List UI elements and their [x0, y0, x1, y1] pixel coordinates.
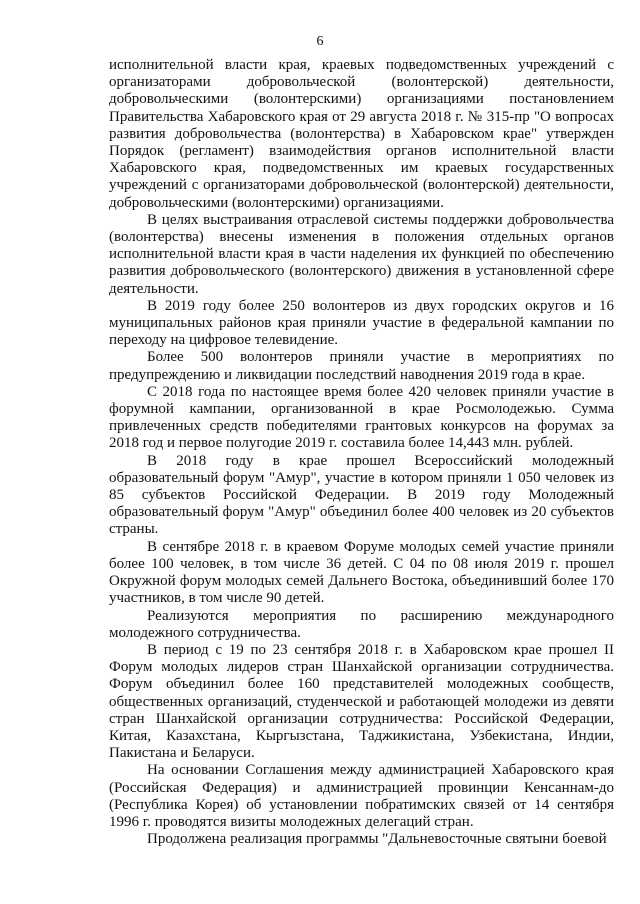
- page-number: 6: [316, 34, 324, 49]
- paragraph: В сентябре 2018 г. в краевом Форуме молодых семей участие приняли более 100 человек, в том числе 36 детей. С 04 по 08 июля 2019 г. прошел Окружной форум молодых семей Дальнего Востока, объединивший более 170 участников, в том числе 90 детей.: [109, 538, 614, 607]
- paragraph: В 2018 году в крае прошел Всероссийский молодежный образовательный форум "Амур", участие в котором приняли 1 050 человек из 85 субъектов Российской Федерации. В 2019 году Молодежный образовательный форум "Амур" объединил более 400 человек из 20 субъектов страны.: [109, 452, 614, 538]
- paragraph: В целях выстраивания отраслевой системы поддержки добровольчества (волонтерства) внесены изменения в положения отдельных органов исполнительной власти края в части наделения их функцией по обеспечению развития добровольческого (волонтерского) движения в установленной сфере деятельности.: [109, 211, 614, 297]
- document-body: [109, 57, 614, 848]
- paragraph: С 2018 года по настоящее время более 420 человек приняли участие в форумной кампании, организованной в крае Росмолодежью. Сумма привлеченных средств победителями грантовых конкурсов на форумах за 2018 год и первое полугодие 2019 г. составила более 14,443 млн. рублей.: [109, 383, 614, 452]
- paragraph: В период с 19 по 23 сентября 2018 г. в Хабаровском крае прошел II Форум молодых лидеров стран Шанхайской организации сотрудничества. Форум объединил более 160 представителей молодежных сообществ, общественных организаций, студенческой и работающей молодежи из девяти стран Шанхайской организации сотрудничества: Российской Федерации, Китая, Казахстана, Кыргызстана, Таджикистана, Узбекистана, Индии, Пакистана и Беларуси.: [109, 641, 614, 762]
- paragraph: исполнительной власти края, краевых подведомственных учреждений с организаторами добровольческой (волонтерской) деятельности, добровольческими (волонтерскими) организациями постановлением Правительства Хабаровского края от 29 августа 2018 г. № 315-пр "О вопросах развития добровольчества (волонтерства) в Хабаровском крае" утвержден Порядок (регламент) взаимодействия органов исполнительной власти Хабаровского края, подведомственных им краевых государственных учреждений с организаторами добровольческой (волонтерской) деятельности, добровольческими (волонтерскими) организациями.: [109, 57, 614, 211]
- paragraph: Реализуются мероприятия по расширению международного молодежного сотрудничества.: [109, 607, 614, 641]
- paragraph: Продолжена реализация программы "Дальневосточные святыни боевой: [147, 831, 607, 848]
- paragraph: В 2019 году более 250 волонтеров из двух городских округов и 16 муниципальных районов края приняли участие в федеральной кампании по переходу на цифровое телевидение.: [109, 297, 614, 349]
- paragraph: На основании Соглашения между администрацией Хабаровского края (Российская Федерация) и администрацией провинции Кенсаннам-до (Республика Корея) об установлении побратимских связей от 14 сентября 1996 г. проводятся визиты молодежных делегаций стран.: [109, 762, 614, 830]
- paragraph: Более 500 волонтеров приняли участие в мероприятиях по предупреждению и ликвидации последствий наводнения 2019 года в крае.: [109, 349, 614, 383]
